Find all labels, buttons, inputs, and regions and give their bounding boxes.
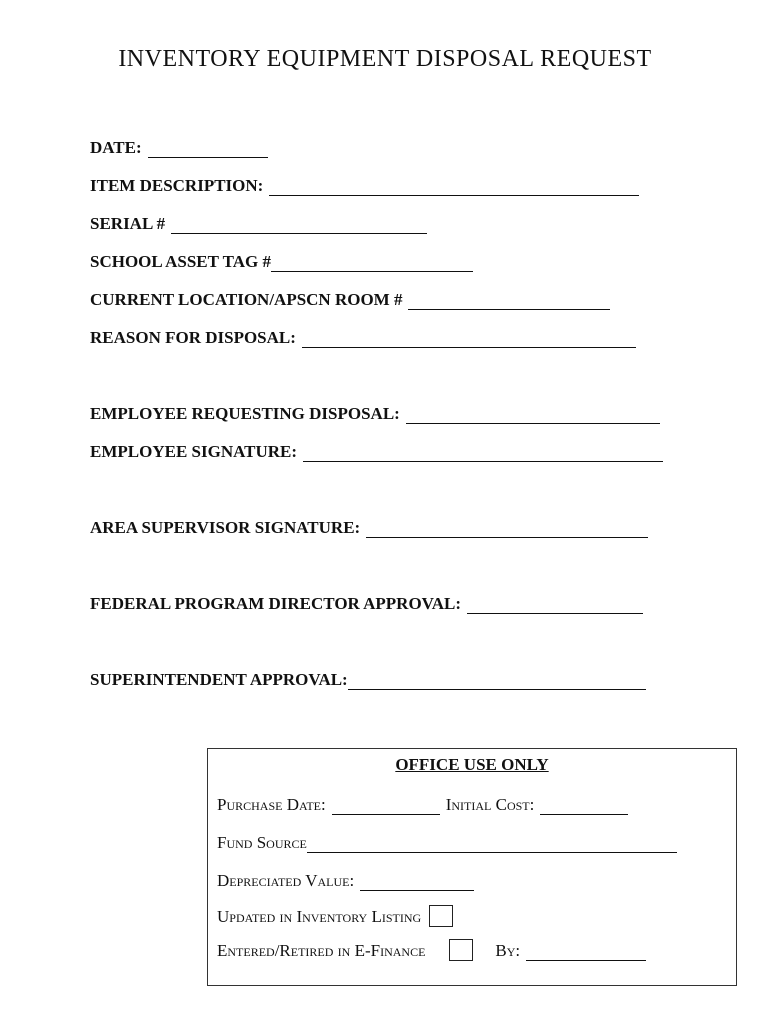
current-location-label: CURRENT LOCATION/APSCN ROOM # (90, 290, 403, 309)
purchase-date-label: Purchase Date: (217, 795, 326, 814)
current-location-input-line[interactable] (408, 295, 610, 310)
updated-inventory-row (217, 905, 453, 927)
federal-director-row (90, 592, 643, 614)
depreciated-value-label: Depreciated Value: (217, 871, 355, 890)
depreciated-value-input-line[interactable] (360, 876, 474, 891)
area-supervisor-row (90, 516, 648, 538)
form-title: INVENTORY EQUIPMENT DISPOSAL REQUEST (118, 46, 652, 72)
superintendent-label: SUPERINTENDENT APPROVAL: (90, 670, 348, 689)
fund-source-input-line[interactable] (307, 838, 677, 853)
serial-row (90, 212, 427, 234)
date-input-line[interactable] (148, 143, 268, 158)
date-row (90, 136, 268, 158)
purchase-date-input-line[interactable] (332, 800, 440, 815)
by-label: By: (495, 941, 521, 960)
reason-label: REASON FOR DISPOSAL: (90, 328, 296, 347)
initial-cost-input-line[interactable] (540, 800, 628, 815)
by-input-line[interactable] (526, 946, 646, 961)
employee-requesting-label: EMPLOYEE REQUESTING DISPOSAL: (90, 404, 400, 423)
asset-tag-row (90, 250, 473, 272)
initial-cost-label: Initial Cost: (445, 795, 535, 814)
employee-requesting-row (90, 402, 660, 424)
entered-retired-label: Entered/Retired in E-Finance (217, 941, 426, 960)
office-use-title: OFFICE USE ONLY (395, 755, 549, 774)
area-supervisor-label: AREA SUPERVISOR SIGNATURE: (90, 518, 361, 537)
area-supervisor-input-line[interactable] (366, 523, 648, 538)
serial-label: SERIAL # (90, 214, 166, 233)
updated-inventory-label: Updated in Inventory Listing (217, 907, 422, 926)
federal-director-input-line[interactable] (467, 599, 643, 614)
office-use-box (207, 748, 737, 986)
employee-requesting-input-line[interactable] (406, 409, 660, 424)
date-label: DATE: (90, 138, 142, 157)
employee-signature-label: EMPLOYEE SIGNATURE: (90, 442, 298, 461)
item-description-label: ITEM DESCRIPTION: (90, 176, 264, 195)
reason-input-line[interactable] (302, 333, 636, 348)
fund-source-row (217, 831, 677, 853)
superintendent-input-line[interactable] (348, 675, 646, 690)
asset-tag-input-line[interactable] (271, 257, 473, 272)
purchase-row (217, 793, 628, 815)
item-description-row (90, 174, 639, 196)
entered-retired-row (217, 939, 646, 961)
item-description-input-line[interactable] (269, 181, 639, 196)
employee-signature-input-line[interactable] (303, 447, 663, 462)
reason-row (90, 326, 636, 348)
current-location-row (90, 288, 610, 310)
updated-inventory-checkbox[interactable] (429, 905, 453, 927)
superintendent-row (90, 668, 646, 690)
federal-director-label: FEDERAL PROGRAM DIRECTOR APPROVAL: (90, 594, 462, 613)
serial-input-line[interactable] (171, 219, 427, 234)
employee-signature-row (90, 440, 663, 462)
fund-source-label: Fund Source (217, 833, 307, 852)
depreciated-value-row (217, 869, 474, 891)
entered-retired-checkbox[interactable] (449, 939, 473, 961)
asset-tag-label: SCHOOL ASSET TAG # (90, 252, 271, 271)
